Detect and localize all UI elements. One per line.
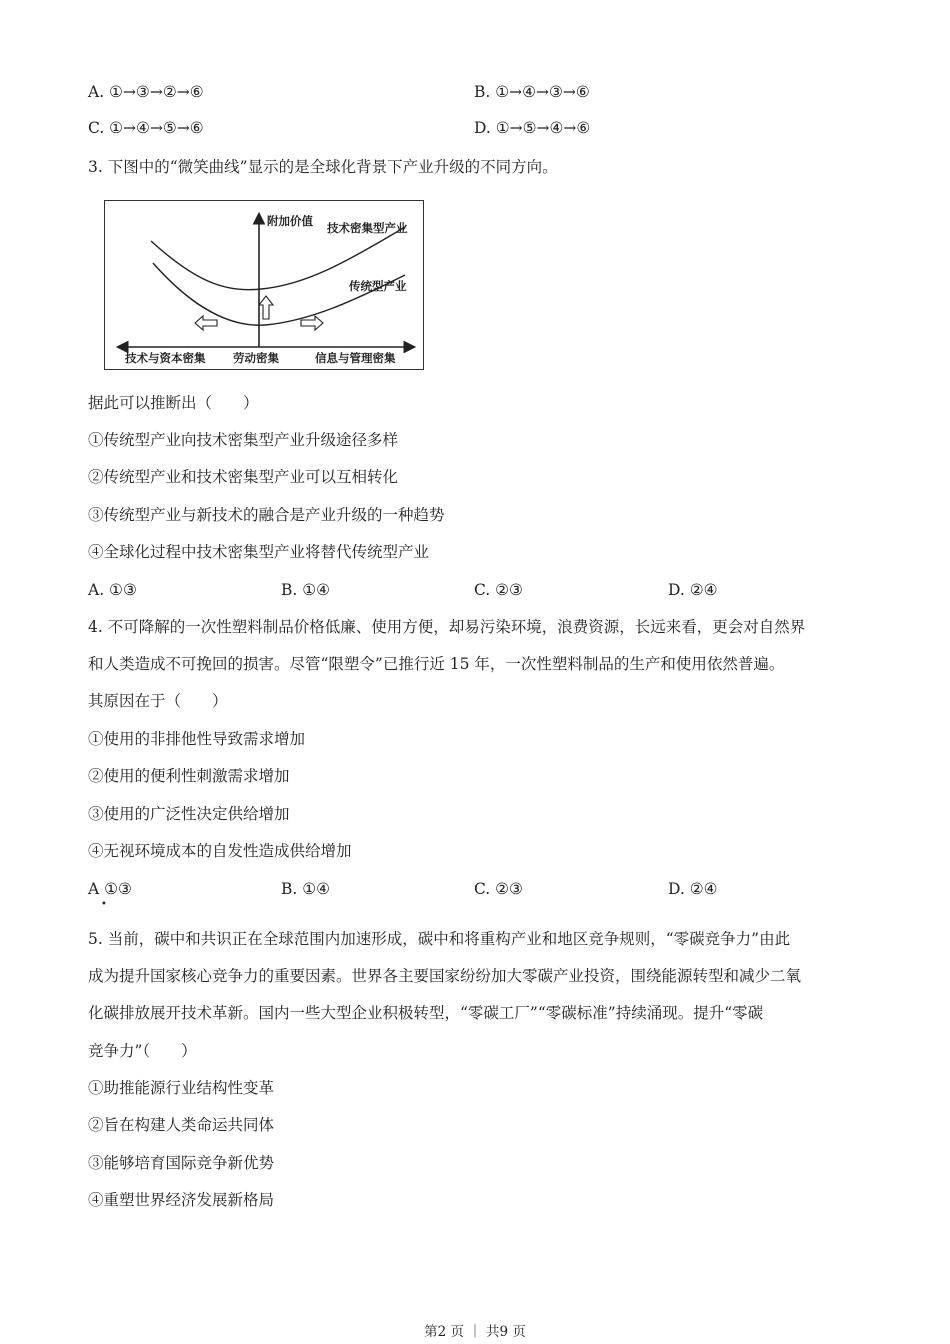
q5-stem-line-1: 5. 当前，碳中和共识正在全球范围内加速形成，碳中和将重构产业和地区竞争规则，“零碳竞争力”由此 <box>88 930 791 948</box>
q4-stem-line-3: 其原因在于（ ） <box>88 692 228 710</box>
curve-top-label: 技术密集型产业 <box>327 221 408 235</box>
q4-stem-line-1: 4. 不可降解的一次性塑料制品价格低廉、使用方便，却易污染环境，浪费资源，长远来看，更会对自然界 <box>88 618 806 636</box>
q3-item-4: ④全球化过程中技术密集型产业将替代传统型产业 <box>88 543 430 561</box>
q3-stem: 3. 下图中的“微笑曲线”显示的是全球化背景下产业升级的不同方向。 <box>88 158 558 176</box>
q3-item-2: ②传统型产业和技术密集型产业可以互相转化 <box>88 468 399 486</box>
curve-bottom-label: 传统型产业 <box>349 279 407 293</box>
q4-stem-line-2: 和人类造成不可挽回的损害。尽管“限塑令”已推行近 15 年，一次性塑料制品的生产和使用依然普遍。 <box>88 655 785 673</box>
x-left-label: 技术与资本密集 <box>125 351 206 365</box>
q5-stem-line-2: 成为提升国家核心竞争力的重要因素。世界各主要国家纷纷加大零碳产业投资，围绕能源转型和减少二氧 <box>88 967 802 985</box>
q4-item-2: ②使用的便利性刺激需求增加 <box>88 767 290 785</box>
x-right-label: 信息与管理密集 <box>315 351 396 365</box>
q2-option-b: B. ①→④→③→⑥ <box>474 83 590 101</box>
smile-curve-figure <box>104 200 424 370</box>
q5-stem-line-3: 化碳排放展开技术革新。国内一些大型企业积极转型，“零碳工厂”“零碳标准”持续涌现。提升“零碳 <box>88 1004 764 1022</box>
x-mid-label: 劳动密集 <box>233 351 279 365</box>
q3-option-c: C. ②③ <box>474 581 523 599</box>
q3-option-d: D. ②④ <box>668 581 718 599</box>
scan-dot: • <box>101 899 107 910</box>
q5-stem-line-4: 竞争力”（ ） <box>88 1042 197 1060</box>
q3-item-3: ③传统型产业与新技术的融合是产业升级的一种趋势 <box>88 506 445 524</box>
left-arrow-icon <box>195 316 217 330</box>
q4-option-c: C. ②③ <box>474 880 523 898</box>
q5-item-4: ④重塑世界经济发展新格局 <box>88 1191 275 1209</box>
q4-option-a: A ①③ <box>88 880 132 898</box>
q3-item-1: ①传统型产业向技术密集型产业升级途径多样 <box>88 431 399 449</box>
q2-option-a: A. ①→③→②→⑥ <box>88 83 204 101</box>
q4-item-3: ③使用的广泛性决定供给增加 <box>88 805 290 823</box>
q3-prompt: 据此可以推断出（ ） <box>88 394 259 412</box>
q4-item-1: ①使用的非排他性导致需求增加 <box>88 730 306 748</box>
q2-option-d: D. ①→⑤→④→⑥ <box>474 119 591 137</box>
q2-option-c: C. ①→④→⑤→⑥ <box>88 119 204 137</box>
y-axis-label: 附加价值 <box>267 214 313 228</box>
q4-option-d: D. ②④ <box>668 880 718 898</box>
q5-item-3: ③能够培育国际竞争新优势 <box>88 1154 275 1172</box>
q3-option-a: A. ①③ <box>88 581 137 599</box>
q5-item-1: ①助推能源行业结构性变革 <box>88 1079 275 1097</box>
q4-item-4: ④无视环境成本的自发性造成供给增加 <box>88 842 352 860</box>
q3-option-b: B. ①④ <box>281 581 331 599</box>
page-footer: 第2 页 ｜ 共9 页 <box>424 1324 526 1340</box>
q4-option-b: B. ①④ <box>281 880 331 898</box>
up-arrow-icon <box>259 296 273 319</box>
q5-item-2: ②旨在构建人类命运共同体 <box>88 1116 275 1134</box>
